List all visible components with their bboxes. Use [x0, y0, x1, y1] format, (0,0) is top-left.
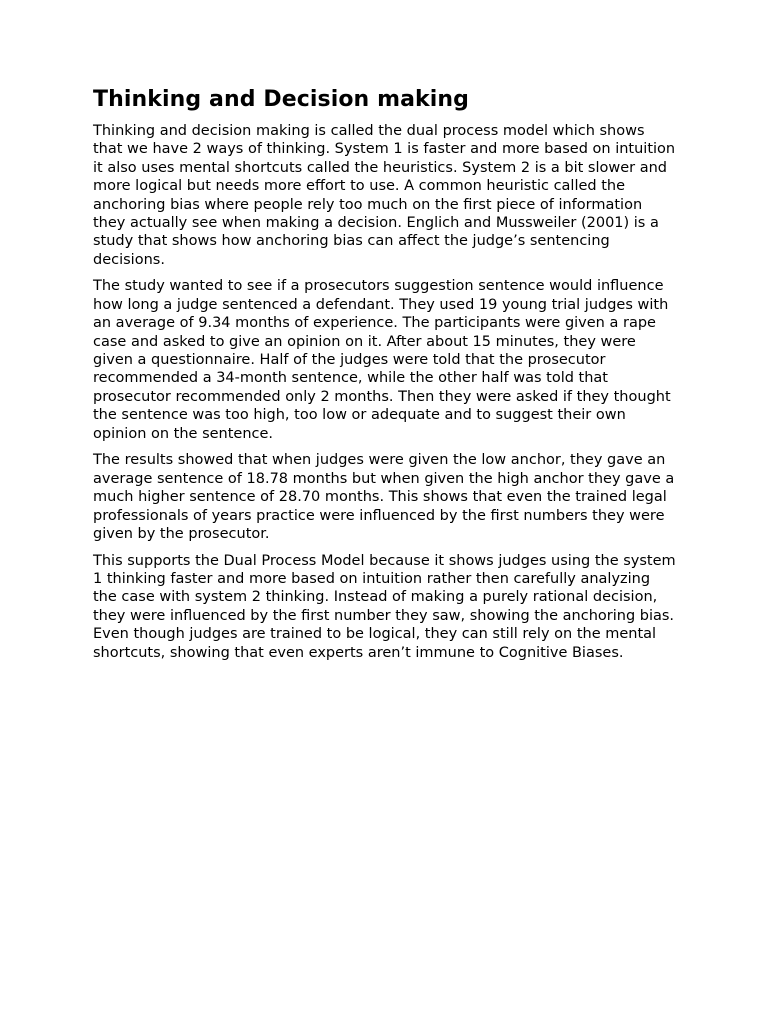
- document-title: Thinking and Decision making: [93, 87, 470, 112]
- paragraph-study-results: The results showed that when judges were given the low anchor, they gave an average sentence of 18.78 months but when given the high anchor they gave a much higher sentence of 28.70 months. This shows that even the trained legal professionals of years practice were influenced by the first numbers they were given by the prosecutor.: [93, 452, 675, 542]
- document-page: [93, 86, 678, 670]
- paragraph-dual-process-intro: Thinking and decision making is called the dual process model which shows that we have 2 ways of thinking. System 1 is faster and more based on intuition it also uses mental shortcuts called the heuristics. System 2 is a bit slower and more logical but needs more effort to use. A common heuristic called the anchoring bias where people rely too much on the first piece of information they actually see when making a decision. Englich and Mussweiler (2001) is a study that shows how anchoring bias can affect the judge’s sentencing decisions.: [93, 123, 676, 268]
- paragraph-conclusion: This supports the Dual Process Model because it shows judges using the system 1 thinking faster and more based on intuition rather then carefully analyzing the case with system 2 thinking. Instead of making a purely rational decision, they were influenced by the first number they saw, showing the anchoring bias. Even though judges are trained to be logical, they can still rely on the mental shortcuts, showing that even experts aren’t immune to Cognitive Biases.: [93, 552, 676, 661]
- paragraph-study-method: The study wanted to see if a prosecutors suggestion sentence would influence how long a judge sentenced a defendant. They used 19 young trial judges with an average of 9.34 months of experience. The participants were given a rape case and asked to give an opinion on it. After about 15 minutes, they were given a questionnaire. Half of the judges were told that the prosecutor recommended a 34-month sentence, while the other half was told that prosecutor recommended only 2 months. Then they were asked if they thought the sentence was too high, too low or adequate and to suggest their own opinion on the sentence.: [93, 278, 671, 442]
